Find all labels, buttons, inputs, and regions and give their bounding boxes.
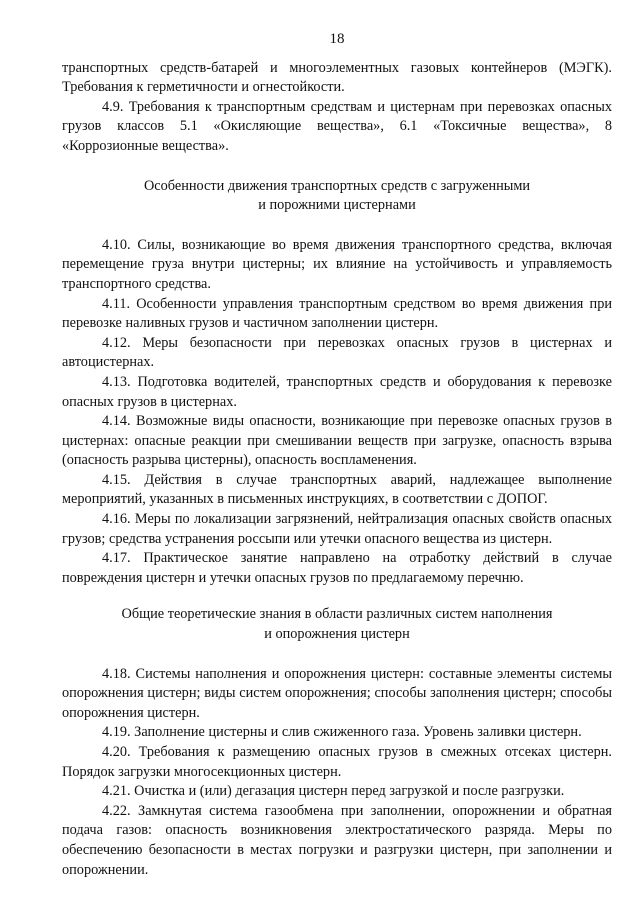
paragraph-4-10: 4.10. Силы, возникающие во время движения транспортного средства, включая перемещение груза внутри цистерны; их влияние на устойчивость и управляемость транспортного средства. [62, 236, 612, 292]
section-heading-line: и опорожнения цистерн [264, 626, 410, 643]
paragraph-4-16: 4.16. Меры по локализации загрязнений, нейтрализация опасных свойств опасных грузов; средства устранения россыпи или утечки опасного вещества из цистерн. [62, 511, 612, 547]
section-heading-line: Особенности движения транспортных средств с загруженными [143, 177, 531, 194]
continuation-paragraph: транспортных средств-батарей и многоэлементных газовых контейнеров (МЭГК). Требования к герметичности и огнестойкости. [62, 59, 612, 96]
paragraph-4-9: 4.9. Требования к транспортным средствам и цистернам при перевозках опасных грузов классов 5.1 «Окисляющие вещества», 6.1 «Токсичные вещества», 8 «Коррозионные вещества». [62, 98, 612, 154]
paragraph-4-20: 4.20. Требования к размещению опасных грузов в смежных отсеках цистерн. Порядок загрузки многосекционных цистерн. [62, 744, 612, 780]
section-heading-line: Общие теоретические знания в области различных систем наполнения [121, 606, 553, 623]
paragraph-4-17: 4.17. Практическое занятие направлено на отработку действий в случае повреждения цистерн и утечки опасных грузов по предлагаемому перечню. [62, 550, 612, 586]
section-heading-filling-systems [62, 605, 612, 644]
paragraph-4-15: 4.15. Действия в случае транспортных аварий, надлежащее выполнение мероприятий, указанных в письменных инструкциях, в соответствии с ДОПОГ. [62, 471, 612, 508]
page-number: 18 [329, 31, 345, 47]
section-heading-tank-motion [62, 177, 612, 216]
section-heading-line: и порожними цистернами [258, 197, 416, 214]
document-page [62, 30, 612, 880]
paragraph-4-11: 4.11. Особенности управления транспортным средством во время движения при перевозке наливных грузов и частичном заполнении цистерн. [62, 295, 612, 332]
paragraph-4-21: 4.21. Очистка и (или) дегазация цистерн перед загрузкой и после разгрузки. [102, 783, 565, 800]
paragraph-4-22: 4.22. Замкнутая система газообмена при заполнении, опорожнении и обратная подача газов: опасность возникновения электростатического разряда. Меры по обеспечению безопасности в местах погрузки и разгрузки цистерн, при заполнении и опорожнении. [62, 802, 612, 878]
paragraph-4-14: 4.14. Возможные виды опасности, возникающие при перевозке опасных грузов в цистернах: опасные реакции при смешивании веществ при загрузке, опасность взрыва (опасность разрыва цистерны), опасность воспламенения. [62, 413, 612, 469]
paragraph-4-13: 4.13. Подготовка водителей, транспортных средств и оборудования к перевозке опасных грузов в цистернах. [62, 373, 612, 410]
paragraph-4-12: 4.12. Меры безопасности при перевозках опасных грузов в цистернах и автоцистернах. [62, 334, 612, 371]
paragraph-4-18: 4.18. Системы наполнения и опорожнения цистерн: составные элементы системы опорожнения цистерн; виды систем опорожнения; способы заполнения цистерн; способы опорожнения цистерн. [62, 665, 612, 721]
paragraph-4-19: 4.19. Заполнение цистерны и слив сжиженного газа. Уровень заливки цистерн. [102, 724, 582, 741]
